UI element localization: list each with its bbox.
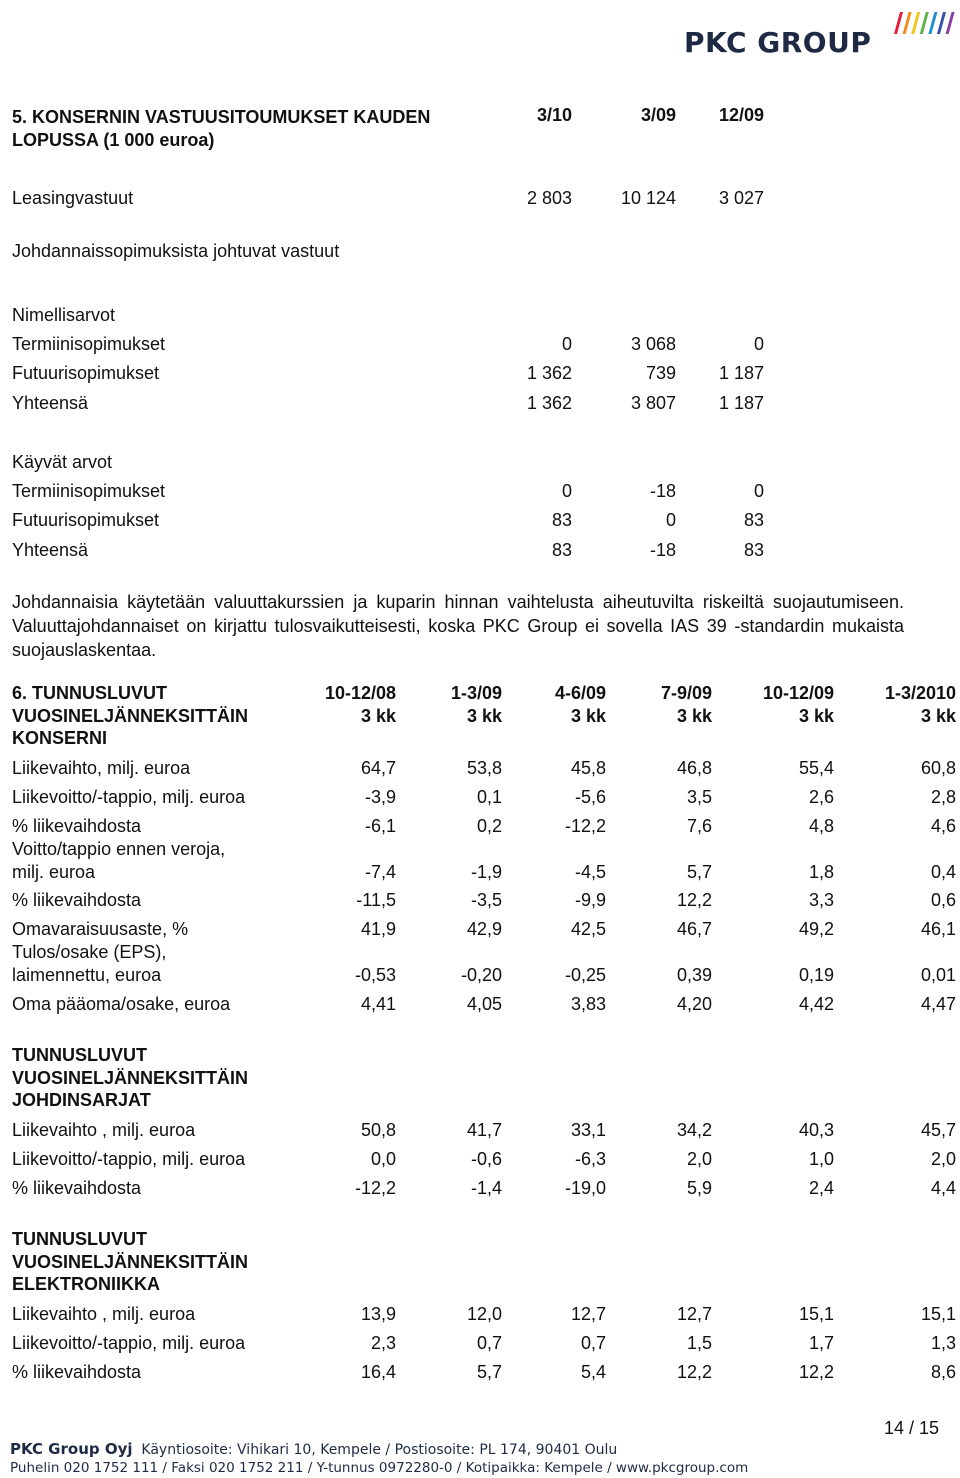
k6-row-label: Voitto/tappio ennen veroja, milj. euroa xyxy=(12,839,226,882)
s5-row-label: Futuurisopimukset xyxy=(12,363,160,383)
s5-cell: 739 xyxy=(645,363,676,383)
k6-row-label: Omavaraisuusaste, % xyxy=(12,919,189,939)
k6-cell: 15,1 xyxy=(920,1304,956,1324)
s5-cell: 0 xyxy=(665,510,676,530)
k6-cell: -5,6 xyxy=(574,787,606,807)
k6-cell: 55,4 xyxy=(798,758,834,778)
k6-row-label: Liikevaihto , milj. euroa xyxy=(12,1304,196,1324)
k6-cell: 3,5 xyxy=(686,787,712,807)
k6-col-period: 1-3/09 xyxy=(450,683,502,703)
k6-col-unit: 3 kk xyxy=(920,706,956,726)
k6-row-label: Liikevoitto/-tappio, milj. euroa xyxy=(12,1149,246,1169)
s5-row-label: Johdannaissopimuksista johtuvat vastuut xyxy=(12,241,340,261)
k6-cell: 7,6 xyxy=(686,816,712,836)
k6-cell: -0,20 xyxy=(460,965,502,985)
k6-row-label: Liikevaihto, milj. euroa xyxy=(12,758,191,778)
k6-row-label: % liikevaihdosta xyxy=(12,890,142,910)
s5-cell: 2 803 xyxy=(526,188,572,208)
k6-cell: -12,2 xyxy=(564,816,606,836)
k6-cell: 46,1 xyxy=(920,919,956,939)
k6-cell: 1,7 xyxy=(808,1333,834,1353)
k6-col-unit: 3 kk xyxy=(466,706,502,726)
k6-cell: 2,4 xyxy=(808,1178,834,1198)
s5-col-header: 3/10 xyxy=(536,105,572,125)
k6-col-period: 4-6/09 xyxy=(554,683,606,703)
s5-cell: 83 xyxy=(551,540,572,560)
k6-cell: 0,39 xyxy=(676,965,712,985)
s5-cell: 1 187 xyxy=(718,393,764,413)
k6-col-unit: 3 kk xyxy=(360,706,396,726)
k6-cell: 0,6 xyxy=(930,890,956,910)
k6-cell: 49,2 xyxy=(798,919,834,939)
k6-col-period: 1-3/2010 xyxy=(884,683,956,703)
k6-cell: 5,7 xyxy=(686,862,712,882)
s5-col-header: 12/09 xyxy=(718,105,764,125)
k6-cell: -4,5 xyxy=(574,862,606,882)
k6-cell: 4,8 xyxy=(808,816,834,836)
k6-cell: 12,2 xyxy=(676,890,712,910)
s5-cell: 1 362 xyxy=(526,363,572,383)
k6-cell: 5,4 xyxy=(580,1362,606,1382)
k6-cell: 64,7 xyxy=(360,758,396,778)
k6-cell: 41,9 xyxy=(360,919,396,939)
k6-cell: -1,9 xyxy=(470,862,502,882)
k6-cell: 45,7 xyxy=(920,1120,956,1140)
s5-cell: -18 xyxy=(649,540,676,560)
k6-cell: -0,25 xyxy=(564,965,606,985)
k6-cell: 12,2 xyxy=(798,1362,834,1382)
footer-contact-line: Puhelin 020 1752 111 / Faksi 020 1752 211 / Y-tunnus 0972280-0 / Kotipaikka: Kempele / www.pkcgroup.com xyxy=(10,1460,749,1476)
k6-col-unit: 3 kk xyxy=(570,706,606,726)
k6-cell: 0,0 xyxy=(370,1149,396,1169)
s5-cell: 3 027 xyxy=(718,188,764,208)
k6-col-unit: 3 kk xyxy=(798,706,834,726)
k6-cell: 8,6 xyxy=(930,1362,956,1382)
k6-cell: 15,1 xyxy=(798,1304,834,1324)
k6-row-label: % liikevaihdosta xyxy=(12,1362,142,1382)
k6-cell: 12,0 xyxy=(466,1304,502,1324)
hedging-paragraph: Johdannaisia käytetään valuuttakurssien ja kuparin hinnan vaihtelusta aiheutuvilta riskeiltä suojautumiseen. Valuuttajohdannaiset on kirjattu tulosvaikutteisesti, koska PKC Group ei sovella IAS 39 -standardin mukaista suojauslaskentaa. xyxy=(12,592,904,660)
k6-cell: 13,9 xyxy=(360,1304,396,1324)
k6-cell: 2,6 xyxy=(808,787,834,807)
page-number: 14 / 15 xyxy=(884,1418,940,1438)
k6-col-period: 10-12/08 xyxy=(324,683,396,703)
k6-cell: 1,0 xyxy=(808,1149,834,1169)
k6-cell: -3,9 xyxy=(364,787,396,807)
k6-cell: 4,42 xyxy=(798,994,834,1014)
s5-cell: 0 xyxy=(753,334,764,354)
k6-cell: 2,0 xyxy=(686,1149,712,1169)
k6-cell: -11,5 xyxy=(356,890,396,910)
k6-row-label: Tulos/osake (EPS), laimennettu, euroa xyxy=(12,942,167,985)
k6-cell: -0,53 xyxy=(354,965,396,985)
k6-col-period: 10-12/09 xyxy=(762,683,834,703)
k6-cell: -9,9 xyxy=(574,890,606,910)
k6-cell: 46,7 xyxy=(676,919,712,939)
s5-cell: 0 xyxy=(753,481,764,501)
k6-cell: 2,3 xyxy=(370,1333,396,1353)
s5-cell: 3 807 xyxy=(630,393,676,413)
s5-cell: 10 124 xyxy=(620,188,676,208)
k6-row-label: Liikevaihto , milj. euroa xyxy=(12,1120,196,1140)
k6-cell: 40,3 xyxy=(798,1120,834,1140)
logo-stripe xyxy=(937,12,946,34)
k6-cell: 34,2 xyxy=(676,1120,712,1140)
logo-stripe xyxy=(920,12,929,34)
section6-title: 6. TUNNUSLUVUT VUOSINELJÄNNEKSITTÄIN KONSERNI xyxy=(12,683,249,748)
s5-cell: 83 xyxy=(551,510,572,530)
k6-cell: -6,3 xyxy=(574,1149,606,1169)
s5-cell: 1 362 xyxy=(526,393,572,413)
k6-cell: 50,8 xyxy=(360,1120,396,1140)
s5-cell: -18 xyxy=(649,481,676,501)
k6-cell: 53,8 xyxy=(466,758,502,778)
s5-cell: 3 068 xyxy=(630,334,676,354)
k6-cell: 3,83 xyxy=(570,994,606,1014)
k6-cell: 46,8 xyxy=(676,758,712,778)
elektroniikka-title: TUNNUSLUVUT VUOSINELJÄNNEKSITTÄIN ELEKTRONIIKKA xyxy=(12,1229,249,1294)
k6-cell: 0,7 xyxy=(476,1333,502,1353)
k6-cell: 41,7 xyxy=(466,1120,502,1140)
k6-cell: 4,41 xyxy=(360,994,396,1014)
k6-cell: 0,7 xyxy=(580,1333,606,1353)
k6-cell: 45,8 xyxy=(570,758,606,778)
k6-cell: -7,4 xyxy=(364,862,396,882)
k6-cell: 5,7 xyxy=(476,1362,502,1382)
logo-stripe xyxy=(894,12,903,34)
k6-cell: -12,2 xyxy=(354,1178,396,1198)
johdinsarjat-title: TUNNUSLUVUT VUOSINELJÄNNEKSITTÄIN JOHDINSARJAT xyxy=(12,1045,249,1110)
logo-stripe xyxy=(911,12,920,34)
k6-col-period: 7-9/09 xyxy=(660,683,712,703)
logo-stripe xyxy=(928,12,937,34)
k6-cell: 12,7 xyxy=(570,1304,606,1324)
k6-col-unit: 3 kk xyxy=(676,706,712,726)
k6-cell: 1,8 xyxy=(808,862,834,882)
k6-row-label: % liikevaihdosta xyxy=(12,816,142,836)
footer-line1: Käyntiosoite: Vihikari 10, Kempele / Postiosoite: PL 174, 90401 Oulu xyxy=(141,1442,618,1458)
s5-row-label: Futuurisopimukset xyxy=(12,510,160,530)
k6-cell: 0,19 xyxy=(798,965,834,985)
k6-row-label: Liikevoitto/-tappio, milj. euroa xyxy=(12,1333,246,1353)
s5-row-label: Termiinisopimukset xyxy=(12,481,166,501)
section5-title: 5. KONSERNIN VASTUUSITOUMUKSET KAUDEN LOPUSSA (1 000 euroa) xyxy=(12,107,431,150)
k6-cell: 4,47 xyxy=(920,994,956,1014)
k6-cell: 0,4 xyxy=(930,862,956,882)
s5-cell: 83 xyxy=(743,510,764,530)
k6-cell: 42,5 xyxy=(570,919,606,939)
s5-row-label: Yhteensä xyxy=(12,393,89,413)
k6-cell: 16,4 xyxy=(360,1362,396,1382)
k6-cell: 4,4 xyxy=(930,1178,956,1198)
logo-stripes-icon xyxy=(892,10,956,36)
s5-cell: 83 xyxy=(743,540,764,560)
k6-cell: 3,3 xyxy=(808,890,834,910)
k6-cell: 4,20 xyxy=(676,994,712,1014)
k6-cell: -6,1 xyxy=(364,816,396,836)
k6-cell: 12,2 xyxy=(676,1362,712,1382)
s5-row-label: Käyvät arvot xyxy=(12,452,113,472)
s5-row-label: Leasingvastuut xyxy=(12,188,134,208)
k6-cell: 60,8 xyxy=(920,758,956,778)
k6-cell: -3,5 xyxy=(470,890,502,910)
s5-cell: 1 187 xyxy=(718,363,764,383)
k6-cell: 42,9 xyxy=(466,919,502,939)
k6-cell: 4,05 xyxy=(466,994,502,1014)
k6-cell: 0,1 xyxy=(476,787,502,807)
s5-cell: 0 xyxy=(561,481,572,501)
k6-row-label: Liikevoitto/-tappio, milj. euroa xyxy=(12,787,246,807)
k6-cell: 0,2 xyxy=(476,816,502,836)
footer-company: PKC Group Oyj xyxy=(10,1440,133,1458)
k6-cell: 4,6 xyxy=(930,816,956,836)
k6-cell: 1,3 xyxy=(930,1333,956,1353)
footer-address-line xyxy=(10,1440,617,1458)
s5-row-label: Yhteensä xyxy=(12,540,89,560)
k6-cell: 12,7 xyxy=(676,1304,712,1324)
k6-cell: -0,6 xyxy=(470,1149,502,1169)
k6-cell: -1,4 xyxy=(470,1178,502,1198)
k6-cell: 33,1 xyxy=(570,1120,606,1140)
s5-col-header: 3/09 xyxy=(640,105,676,125)
pkc-group-logo xyxy=(684,6,956,59)
s5-cell: 0 xyxy=(561,334,572,354)
logo-text: PKC GROUP xyxy=(684,26,872,59)
k6-cell: 0,01 xyxy=(920,965,956,985)
logo-stripe xyxy=(903,12,912,34)
k6-cell: 5,9 xyxy=(686,1178,712,1198)
s5-row-label: Termiinisopimukset xyxy=(12,334,166,354)
k6-cell: 2,8 xyxy=(930,787,956,807)
k6-cell: -19,0 xyxy=(564,1178,606,1198)
s5-row-label: Nimellisarvot xyxy=(12,305,116,325)
k6-row-label: Oma pääoma/osake, euroa xyxy=(12,994,231,1014)
k6-cell: 1,5 xyxy=(686,1333,712,1353)
k6-row-label: % liikevaihdosta xyxy=(12,1178,142,1198)
logo-stripe xyxy=(946,12,955,34)
k6-cell: 2,0 xyxy=(930,1149,956,1169)
